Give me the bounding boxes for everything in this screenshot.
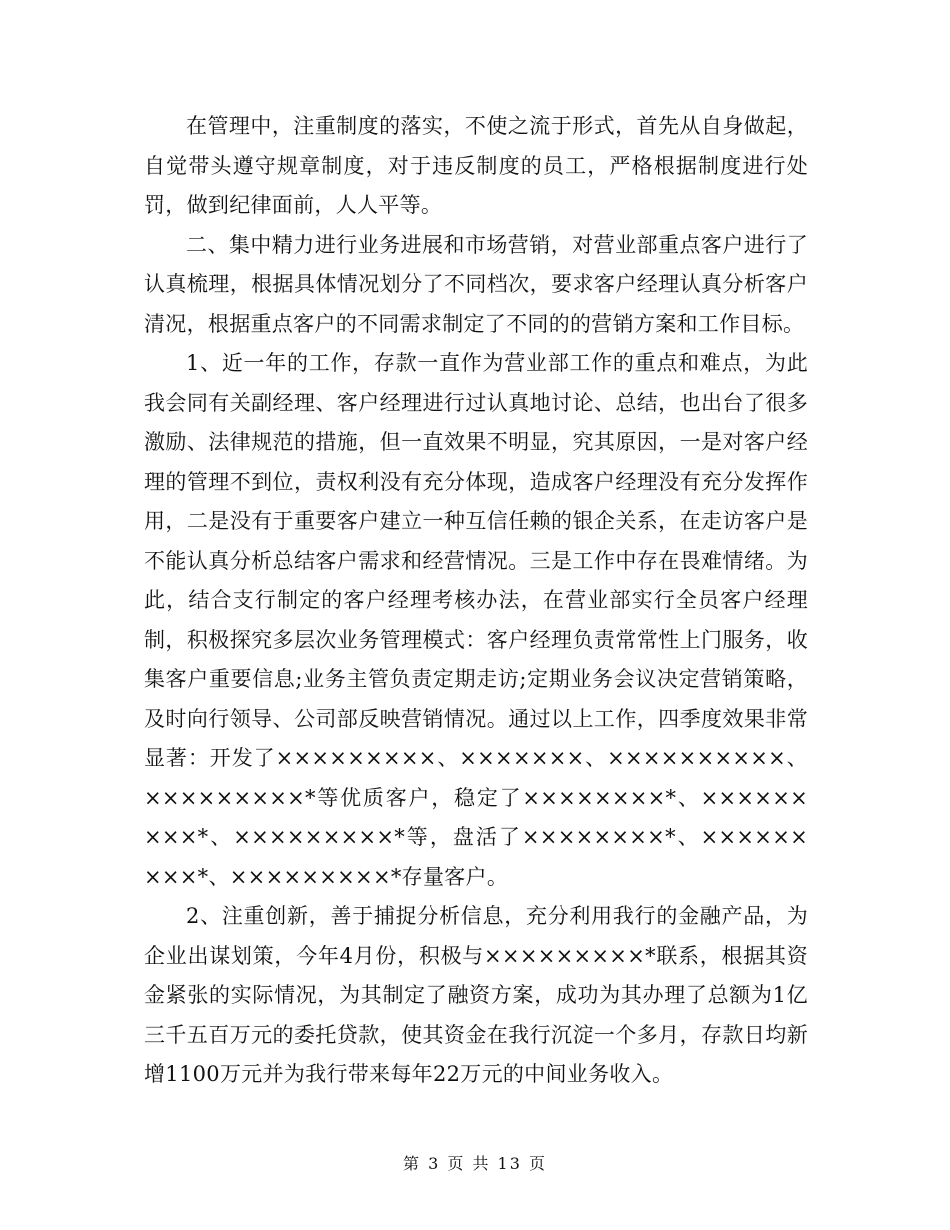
paragraph-discipline: 在管理中，注重制度的落实，不使之流于形式，首先从自身做起，自觉带头遵守规章制度，对于违反制度的员工，严格根据制度进行处罚，做到纪律面前，人人平等。 bbox=[144, 114, 808, 217]
paragraph-item-two: 2、注重创新，善于捕捉分析信息，充分利用我行的金融产品，为企业出谋划策，今年4月份，积极与×××××××××*联系，根据其资金紧张的实际情况，为其制定了融资方案，成功为其办理了总额为1亿三千五百万元的委托贷款，使其资金在我行沉淀一个多月，存款日均新增1100万元并为我行带来每年22万元的中间业务收入。 bbox=[144, 904, 808, 1086]
document-body bbox=[144, 107, 808, 1095]
page-number-footer: 第 3 页 共 13 页 bbox=[403, 1154, 547, 1173]
paragraph-section-two: 二、集中精力进行业务进展和市场营销，对营业部重点客户进行了认真梳理，根据具体情况划分了不同档次，要求客户经理认真分析客户清况，根据重点客户的不同需求制定了不同的的营销方案和工作目标。 bbox=[144, 232, 808, 336]
paragraph-item-one: 1、近一年的工作，存款一直作为营业部工作的重点和难点，为此我会同有关副经理、客户经理进行过认真地讨论、总结，也出台了很多激励、法律规范的措施，但一直效果不明显，究其原因，一是对客户经理的管理不到位，责权利没有充分体现，造成客户经理没有充分发挥作用，二是没有于重要客户建立一种互信任赖的银企关系，在走访客户是不能认真分析总结客户需求和经营情况。三是工作中存在畏难情绪。为此，结合支行制定的客户经理考核办法，在营业部实行全员客户经理制，积极探究多层次业务管理模式：客户经理负责常常性上门服务，收集客户重要信息;业务主管负责定期走访;定期业务会议决定营销策略，及时向行领导、公司部反映营销情况。通过以上工作，四季度效果非常显著：开发了×××××××××、×××××××、××××××××××、×××××××××*等优质客户，稳定了××××××××*、×××××××××*、×××××××××*等，盘活了××××××××*、×××××××××*、×××××××××*存量客户。 bbox=[144, 351, 808, 889]
